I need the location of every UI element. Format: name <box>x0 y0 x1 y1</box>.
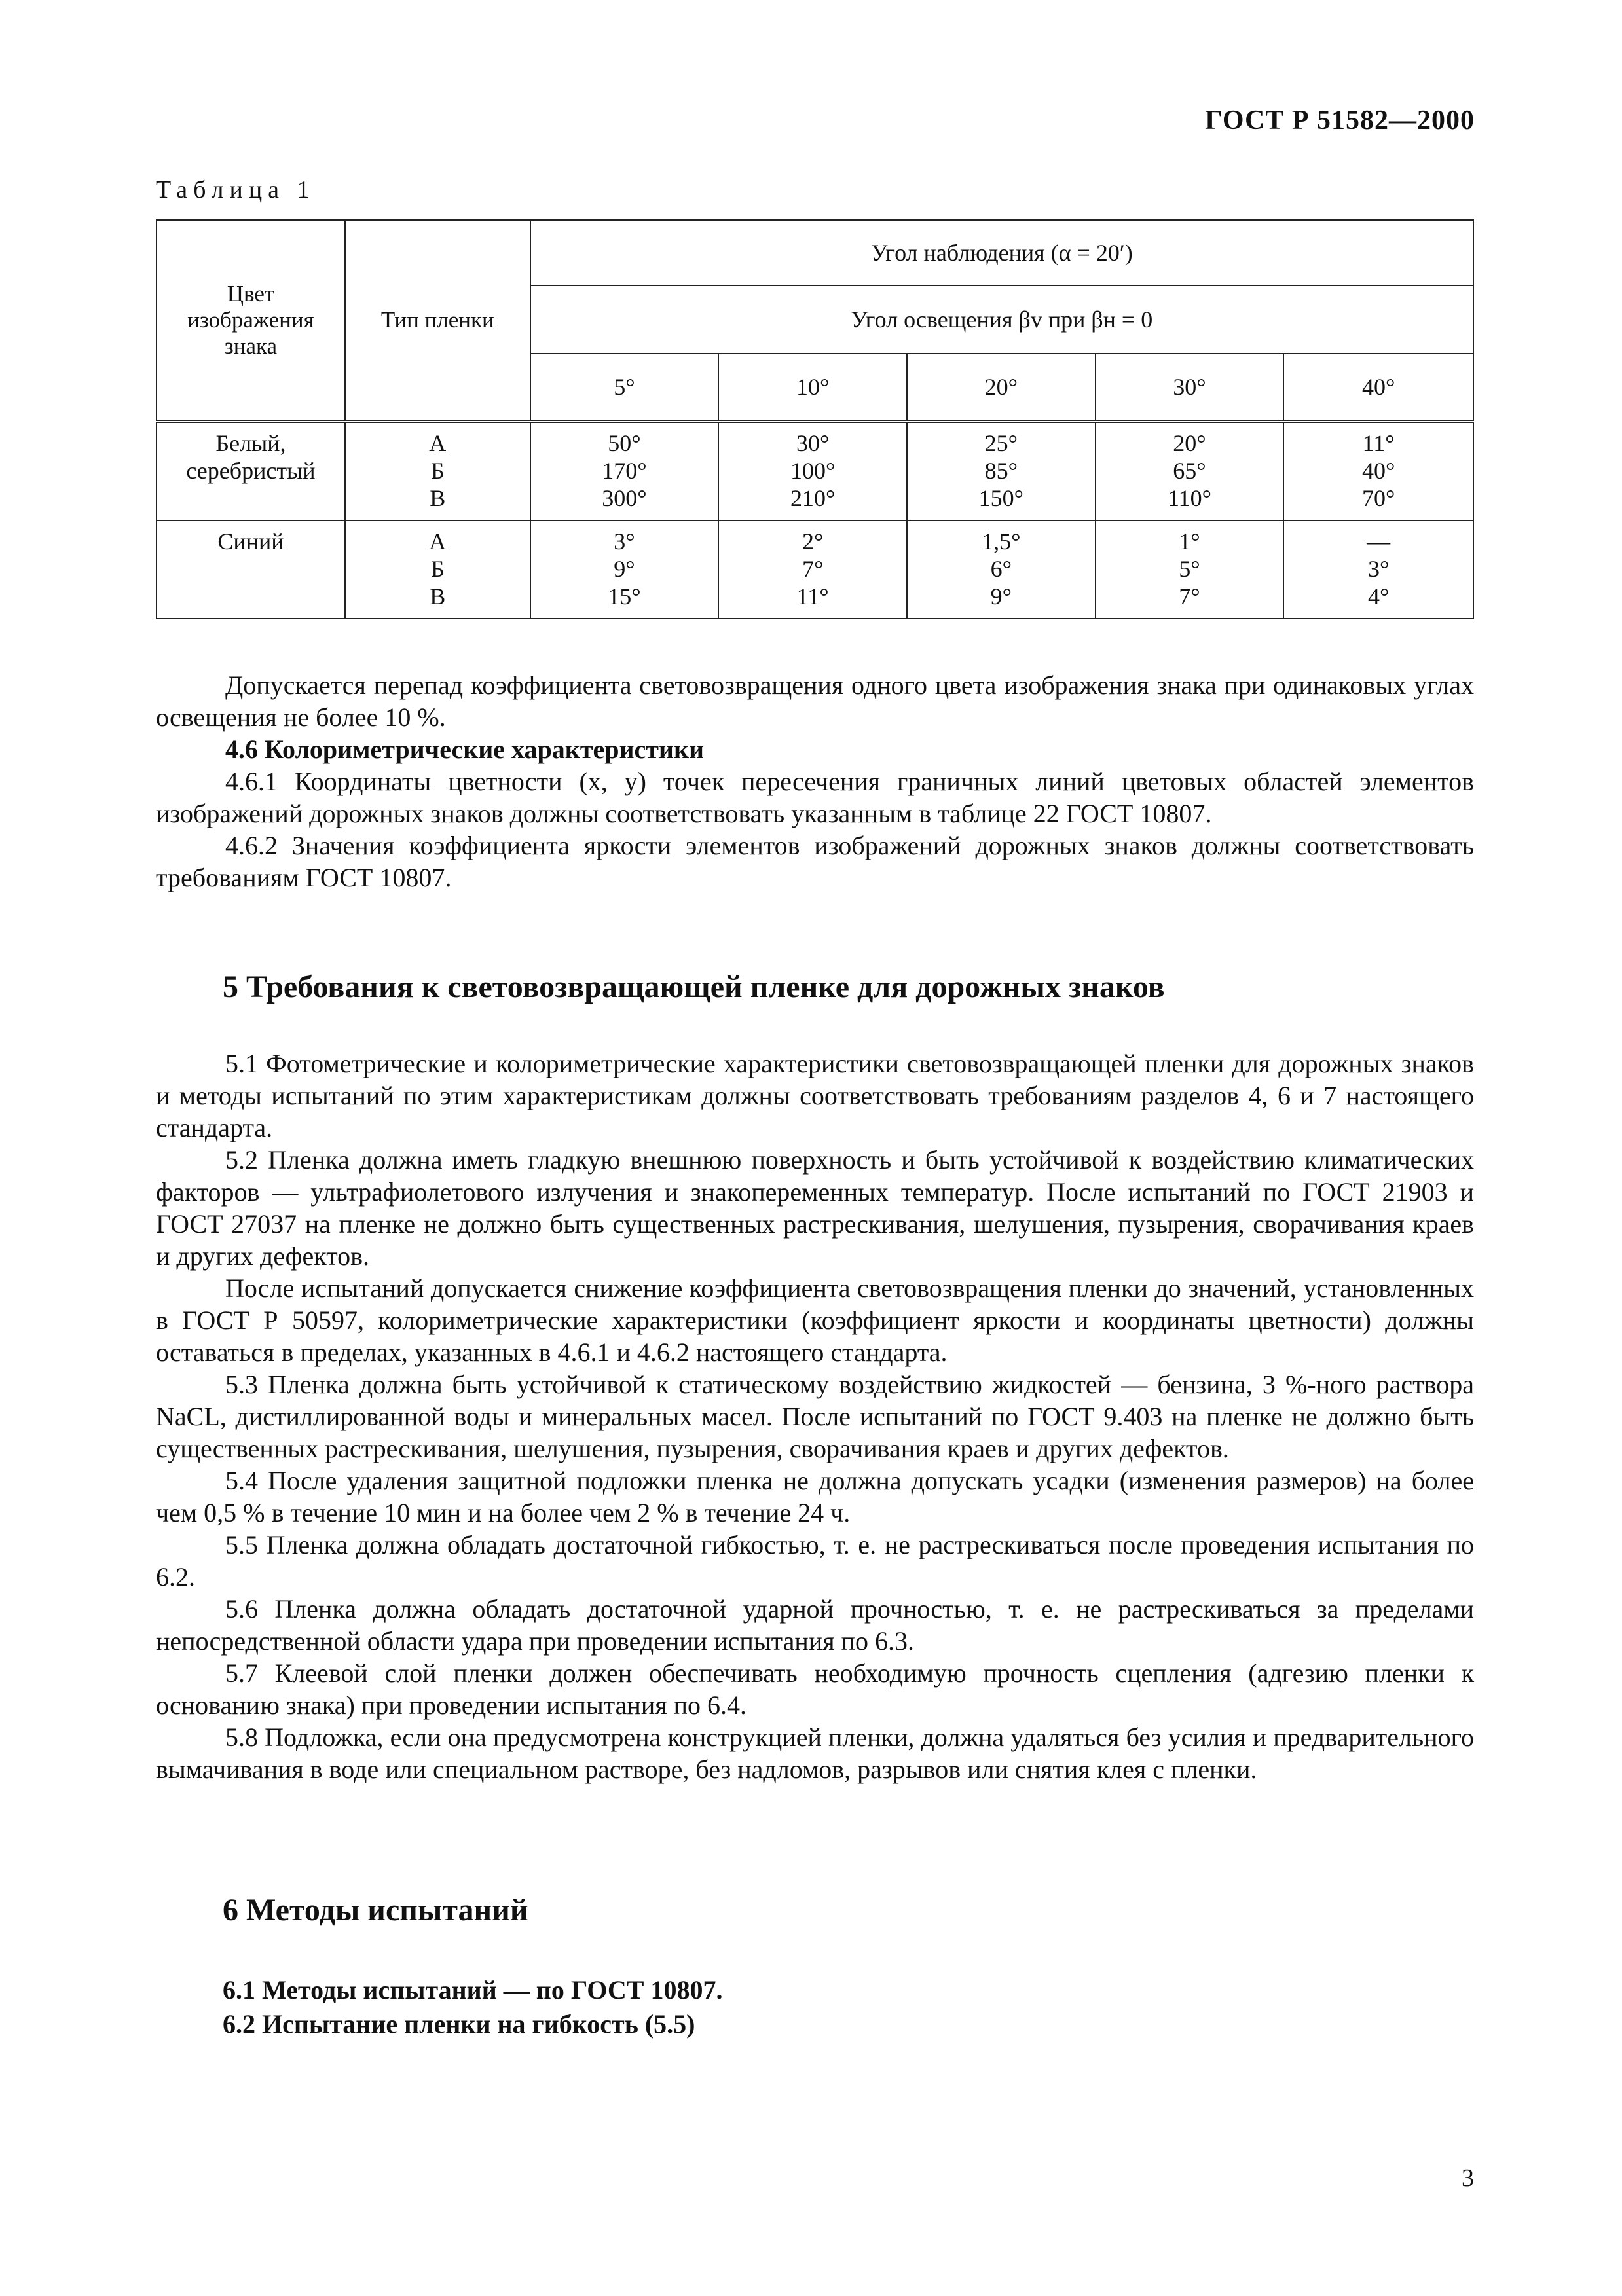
header-type <box>345 220 530 422</box>
value: 15° <box>608 583 641 610</box>
section-5-heading: 5 Требования к световозвращающей пленке для дорожных знаков <box>223 970 1165 1004</box>
heading-4-6 <box>156 733 1474 765</box>
paragraph-4-6-2: 4.6.2 Значения коэффициента яркости элементов изображений дорожных знаков должны соответствовать требованиям ГОСТ 10807. <box>156 831 1474 892</box>
paragraph-5-3: 5.3 Пленка должна быть устойчивой к статическому воздействию жидкостей — бензина, 3 %-ного раствора NaCL, дистиллированной воды и минеральных масел. После испытаний по ГОСТ 9.403 на пленке не должно быть существенных растрескивания, шелушения, пузырения, сворачивания краев и других дефектов. <box>156 1370 1474 1463</box>
value: 1,5° <box>982 528 1021 555</box>
value: 40° <box>1361 458 1395 484</box>
heading-6-2: 6.2 Испытание пленки на гибкость (5.5) <box>223 2009 695 2039</box>
paragraph-reflectance-tolerance: Допускается перепад коэффициента световозвращения одного цвета изображения знака при одинаковых углах освещения не более 10 %. <box>156 670 1474 732</box>
value: 3° <box>1367 556 1390 582</box>
value: 9° <box>990 583 1012 610</box>
heading-6-1: 6.1 Методы испытаний — по ГОСТ 10807. <box>223 1975 723 2005</box>
value: 210° <box>790 485 836 511</box>
value: 7° <box>1179 583 1200 610</box>
paragraph-4-6-1: 4.6.1 Координаты цветности (x, y) точек пересечения граничных линий цветовых областей элементов изображений дорожных знаков должны соответствовать указанным в таблице 22 ГОСТ 10807. <box>156 767 1474 828</box>
value: 85° <box>984 458 1018 484</box>
paragraph-5-1: 5.1 Фотометрические и колориметрические характеристики световозвращающей пленки для дорожных знаков и методы испытаний по этим характеристикам должны соответствовать требованиям разделов 4, 6 и 7 настоящего стандарта. <box>156 1049 1474 1142</box>
value: 5° <box>1179 556 1200 582</box>
type-cell: Б <box>430 556 445 582</box>
value-cell <box>1096 422 1284 521</box>
paragraph-5-4: 5.4 После удаления защитной подложки пленка не должна допускать усадки (изменения размеров) на более чем 0,5 % в течение 10 мин и на более чем 2 % в течение 24 ч. <box>156 1466 1474 1527</box>
value: 65° <box>1173 458 1206 484</box>
header-type-label: Тип пленки <box>380 307 494 333</box>
paragraph-5-5: 5.5 Пленка должна обладать достаточной гибкостью, т. е. не растрескиваться после проведения испытания по 6.2. <box>156 1530 1474 1592</box>
paragraph-5-2-after-tests: После испытаний допускается снижение коэффициента световозвращения пленки до значений, установленных в ГОСТ Р 50597, колориметрические характеристики (коэффициент яркости и координаты цветности) должны оставаться в пределах, указанных в 4.6.1 и 4.6.2 настоящего стандарта. <box>156 1273 1474 1367</box>
page-number: 3 <box>1462 2164 1474 2192</box>
row-types <box>345 422 530 521</box>
value: 3° <box>614 528 635 555</box>
value: 6° <box>990 556 1012 582</box>
value-cell <box>1283 520 1473 619</box>
header-color-label: Цвет изображения знака <box>187 281 314 359</box>
section-6-heading: 6 Методы испытаний <box>223 1893 528 1927</box>
value: 20° <box>1173 430 1206 456</box>
value: 70° <box>1361 485 1395 511</box>
value-cell <box>907 520 1096 619</box>
row-types <box>345 520 530 619</box>
type-cell: В <box>430 484 446 511</box>
angle-header: 30° <box>1096 354 1284 422</box>
header-observation-angle: Угол наблюдения (α = 20′) <box>530 220 1473 285</box>
table-1 <box>156 219 1474 619</box>
value: 9° <box>614 556 635 582</box>
row-color: Белый, серебристый <box>157 422 345 521</box>
angle-header: 40° <box>1283 354 1473 422</box>
paragraph-5-2: 5.2 Пленка должна иметь гладкую внешнюю поверхность и быть устойчивой к воздействию климатических факторов — ультрафиолетового излучения и знакопеременных температур. После испытаний по ГОСТ 21903 и ГОСТ 27037 на пленке не должно быть существенных растрескивания, шелушения, пузырения, сворачивания краев и других дефектов. <box>156 1145 1474 1271</box>
value: 25° <box>984 430 1018 456</box>
value: 150° <box>978 485 1024 511</box>
row-color: Синий <box>157 520 345 619</box>
value: 2° <box>802 528 824 555</box>
table-caption: Таблица 1 <box>156 176 316 204</box>
text-block-section-4 <box>156 669 1474 894</box>
text-block-section-5 <box>156 1048 1474 1785</box>
value-cell <box>1283 422 1473 521</box>
value: 100° <box>790 458 836 484</box>
value-cell <box>530 422 719 521</box>
paragraph-5-6: 5.6 Пленка должна обладать достаточной ударной прочностью, т. е. не растрескиваться за пределами непосредственной области удара при проведении испытания по 6.3. <box>156 1594 1474 1656</box>
standard-header: ГОСТ Р 51582—2000 <box>1205 105 1475 136</box>
header-illumination-angle: Угол освещения βv при βн = 0 <box>530 285 1473 354</box>
type-cell: Б <box>430 457 445 484</box>
angle-header: 10° <box>718 354 907 422</box>
angle-header: 5° <box>530 354 719 422</box>
value-cell <box>530 520 719 619</box>
heading-4-6-text: 4.6 Колориметрические характеристики <box>225 735 705 764</box>
value: — <box>1367 528 1391 555</box>
paragraph-5-7: 5.7 Клеевой слой пленки должен обеспечивать необходимую прочность сцепления (адгезию пленки к основанию знака) при проведении испытания по 6.4. <box>156 1658 1474 1720</box>
angle-header: 20° <box>907 354 1096 422</box>
value: 7° <box>802 556 824 582</box>
header-color <box>157 220 345 422</box>
paragraph-5-8: 5.8 Подложка, если она предусмотрена конструкцией пленки, должна удаляться без усилия и предварительного вымачивания в воде или специальном растворе, без надломов, разрывов или снятия клея с пленки. <box>156 1722 1474 1784</box>
value: 300° <box>602 485 647 511</box>
value: 4° <box>1367 583 1390 610</box>
table-row <box>157 520 1473 619</box>
value-cell <box>718 422 907 521</box>
type-cell: А <box>429 528 447 555</box>
table-row <box>157 422 1473 521</box>
value: 11° <box>1362 430 1395 456</box>
type-cell: В <box>430 583 446 610</box>
value: 30° <box>796 430 830 456</box>
value: 50° <box>608 430 641 456</box>
type-cell: А <box>429 429 447 456</box>
value: 170° <box>602 458 647 484</box>
value-cell <box>1096 520 1284 619</box>
value: 1° <box>1179 528 1200 555</box>
value: 110° <box>1167 485 1212 511</box>
value: 11° <box>796 583 829 610</box>
value-cell <box>907 422 1096 521</box>
value-cell <box>718 520 907 619</box>
